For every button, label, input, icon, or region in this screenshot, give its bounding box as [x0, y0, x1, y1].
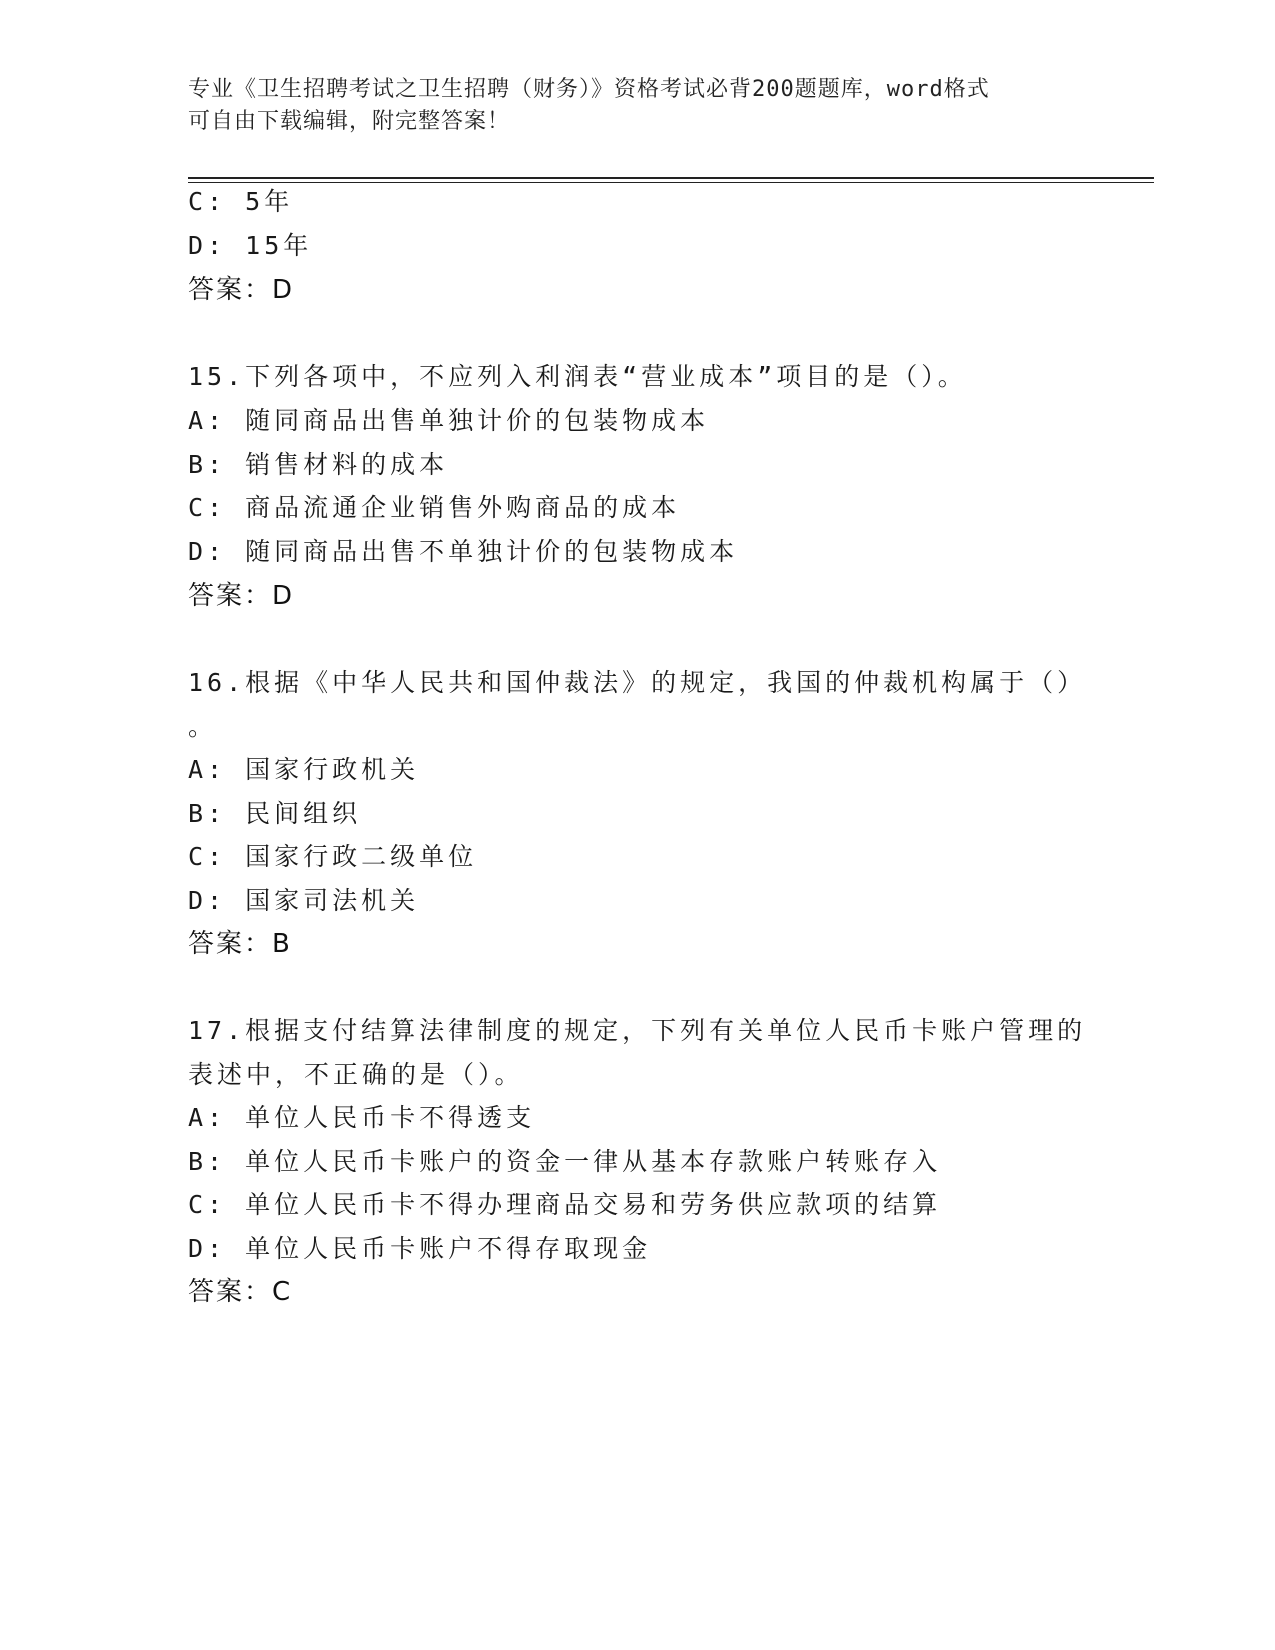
answer-value: D — [272, 275, 293, 305]
q15-option-d: D: 随同商品出售不单独计价的包装物成本 — [188, 537, 739, 566]
header-line-2: 可自由下载编辑，附完整答案！ — [188, 109, 511, 134]
q16-stem-line-2: 。 — [188, 712, 218, 741]
q16-option-a: A: 国家行政机关 — [188, 755, 420, 784]
header-line-1: 专业《卫生招聘考试之卫生招聘（财务）》资格考试必背200题题库，word格式 — [188, 77, 990, 102]
q16-stem-line-1: 16.根据《中华人民共和国仲裁法》的规定，我国的仲裁机构属于（） — [188, 668, 1087, 697]
q17-option-a: A: 单位人民币卡不得透支 — [188, 1103, 536, 1132]
q16-option-c: C: 国家行政二级单位 — [188, 842, 478, 871]
q16-option-b: B: 民间组织 — [188, 799, 362, 828]
answer-label: 答案： — [188, 929, 273, 959]
document-header — [188, 74, 1068, 138]
q17-stem-line-2: 表述中，不正确的是（）。 — [188, 1060, 524, 1089]
q15-option-c: C: 商品流通企业销售外购商品的成本 — [188, 493, 681, 522]
answer-value: C — [272, 1277, 291, 1307]
q17-option-b: B: 单位人民币卡账户的资金一律从基本存款账户转账存入 — [188, 1147, 942, 1176]
header-divider — [188, 177, 1154, 183]
q15-stem: 15.下列各项中，不应列入利润表“营业成本”项目的是（）。 — [188, 362, 967, 391]
q17-answer — [188, 1276, 290, 1308]
answer-label: 答案： — [188, 1277, 273, 1307]
answer-value: B — [272, 929, 290, 959]
q15-option-a: A: 随同商品出售单独计价的包装物成本 — [188, 406, 710, 435]
answer-label: 答案： — [188, 581, 273, 611]
prev-option-d: D: 15年 — [188, 231, 313, 260]
q17-option-c: C: 单位人民币卡不得办理商品交易和劳务供应款项的结算 — [188, 1190, 942, 1219]
q16-option-d: D: 国家司法机关 — [188, 886, 420, 915]
prev-option-c: C: 5年 — [188, 187, 294, 216]
q15-option-b: B: 销售材料的成本 — [188, 450, 449, 479]
prev-answer — [188, 274, 292, 306]
q17-stem-line-1: 17.根据支付结算法律制度的规定，下列有关单位人民币卡账户管理的 — [188, 1016, 1087, 1045]
q17-option-d: D: 单位人民币卡账户不得存取现金 — [188, 1234, 652, 1263]
q15-answer — [188, 580, 292, 612]
q16-answer — [188, 928, 290, 960]
answer-value: D — [272, 581, 293, 611]
answer-label: 答案： — [188, 275, 273, 305]
